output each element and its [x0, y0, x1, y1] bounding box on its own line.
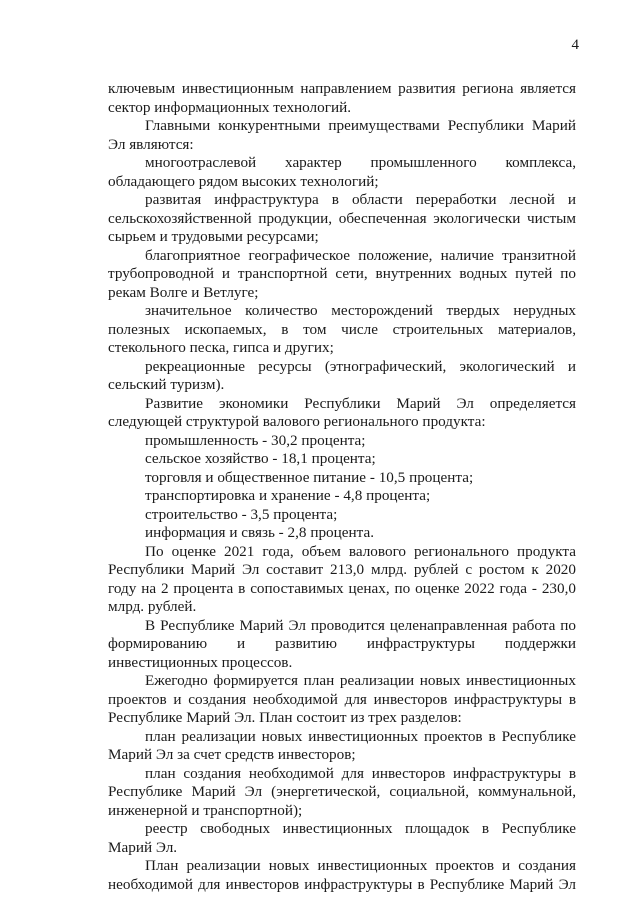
paragraph: ключевым инвестиционным направлением развития региона является сектор информационных технологий. [108, 80, 576, 116]
paragraph: В Республике Марий Эл проводится целенаправленная работа по формированию и развитию инфраструктуры поддержки инвестиционных процессов. [108, 616, 576, 671]
list-item: реестр свободных инвестиционных площадок в Республике Марий Эл. [108, 820, 576, 856]
list-item: рекреационные ресурсы (этнографический, экологический и сельский туризм). [108, 357, 576, 393]
list-item: информация и связь - 2,8 процента. [145, 524, 374, 541]
paragraph: Ежегодно формируется план реализации новых инвестиционных проектов и создания необходимой для инвесторов инфраструктуры в Республике Марий Эл. План состоит из трех разделов: [108, 672, 576, 726]
list-item: промышленность - 30,2 процента; [145, 431, 366, 449]
list-item: торговля и общественное питание - 10,5 процента; [145, 468, 474, 486]
list-item: развитая инфраструктура в области переработки лесной и сельскохозяйственной продукции, обеспеченная экологически чистым сырьем и трудовыми ресурсами; [108, 191, 576, 245]
list-item: транспортировка и хранение - 4,8 процента; [145, 487, 431, 504]
document-body [108, 80, 576, 894]
list-item: план реализации новых инвестиционных проектов в Республике Марий Эл за счет средств инвесторов; [108, 727, 576, 763]
list-item: сельское хозяйство - 18,1 процента; [145, 450, 376, 467]
list-item: многоотраслевой характер промышленного комплекса, обладающего рядом высоких технологий; [108, 154, 576, 190]
list-item: значительное количество месторождений твердых нерудных полезных ископаемых, в том числе строительных материалов, стекольного песка, гипса и других; [108, 302, 576, 356]
paragraph: Главными конкурентными преимуществами Республики Марий Эл являются: [108, 117, 576, 153]
list-item: благоприятное географическое положение, наличие транзитной трубопроводной и транспортной сети, внутренних водных путей по рекам Волге и Ветлуге; [108, 246, 576, 301]
paragraph: По оценке 2021 года, объем валового регионального продукта Республики Марий Эл составит 213,0 млрд. рублей с ростом к 2020 году на 2 процента в сопоставимых ценах, по оценке 2022 года - 230,0 млрд. рублей. [108, 542, 576, 615]
paragraph: Развитие экономики Республики Марий Эл определяется следующей структурой валового регионального продукта: [108, 394, 576, 430]
list-item: строительство - 3,5 процента; [145, 505, 338, 523]
paragraph: План реализации новых инвестиционных проектов и создания необходимой для инвесторов инфраструктуры в Республике Марий Эл [108, 857, 576, 893]
page-number: 4 [571, 37, 579, 53]
list-item: план создания необходимой для инвесторов инфраструктуры в Республике Марий Эл (энергетической, социальной, коммунальной, инженерной и транспортной); [108, 764, 576, 819]
